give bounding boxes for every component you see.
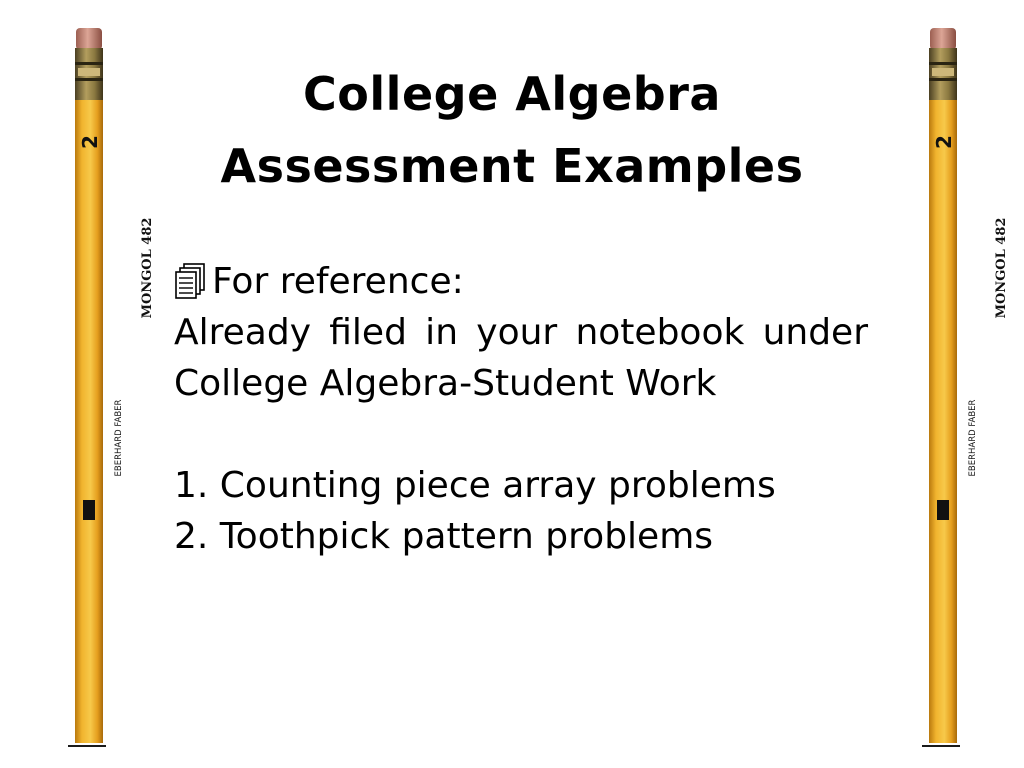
- title-line-1: College Algebra: [303, 67, 721, 121]
- baseline-left: [68, 745, 106, 747]
- notebook-pages-icon: [174, 262, 208, 302]
- svg-text:2: 2: [78, 135, 102, 149]
- reference-text: Already filed in your notebook under College Algebra-Student Work: [174, 312, 868, 404]
- reference-line: [174, 256, 868, 307]
- spacer: [174, 409, 868, 460]
- list-item-1: 1. Counting piece array problems: [174, 465, 776, 506]
- pencil-left-icon: [75, 28, 155, 743]
- svg-text:2: 2: [932, 135, 956, 149]
- svg-text:EBERHARD FABER: EBERHARD FABER: [968, 399, 978, 477]
- reference-label: For reference:: [212, 261, 464, 302]
- title-line-2: Assessment Examples: [220, 139, 804, 193]
- baseline-right: [922, 745, 960, 747]
- slide-body: [174, 256, 868, 562]
- svg-text:MONGOL 482: MONGOL 482: [994, 217, 1009, 319]
- list-item-2: 2. Toothpick pattern problems: [174, 516, 714, 557]
- pencil-right-icon: [929, 28, 1009, 743]
- slide-title: [150, 58, 874, 202]
- svg-text:EBERHARD FABER: EBERHARD FABER: [114, 399, 124, 477]
- svg-text:MONGOL 482: MONGOL 482: [140, 217, 155, 319]
